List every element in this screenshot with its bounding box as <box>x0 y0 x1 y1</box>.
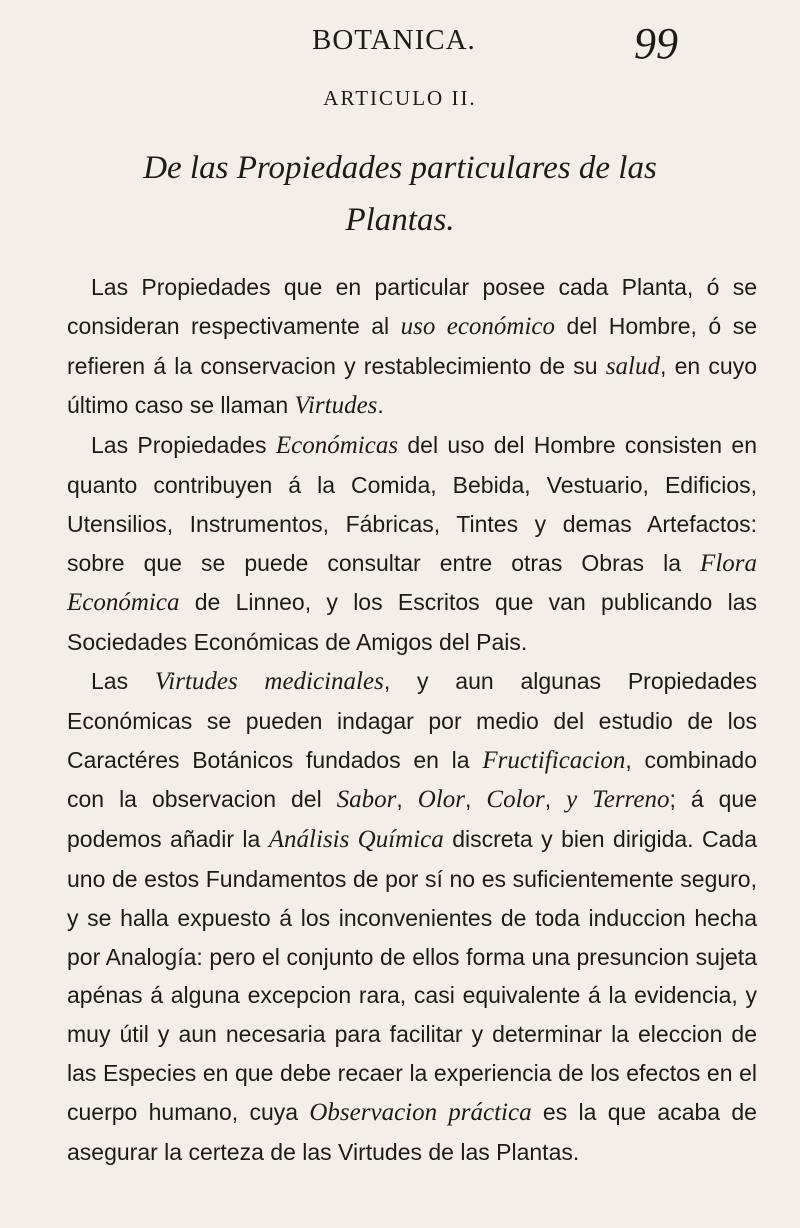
text-run: del uso del Hombre consisten en quanto contribuyen á la Comida, Bebida, Vestuario, Edificios, Utensilios, Instrumentos, Fábricas, Tintes y demas Artefactos: sobre que se puede consultar entre otras Obras la <box>67 432 757 576</box>
text-run: , <box>396 786 418 813</box>
italic-term: Virtudes medicinales <box>154 667 384 695</box>
text-run: . <box>377 392 384 419</box>
text-run: Las <box>91 667 155 694</box>
text-run: de Linneo, y los Escritos que van publicando las Sociedades Económicas de Amigos del Pais. <box>67 589 757 656</box>
text-run: , y aun algunas Propiedades Económicas se pueden indagar por medio del estudio de los Caractéres Botánicos fundados en la <box>67 667 757 773</box>
italic-term: Fructificacion <box>482 746 626 774</box>
italic-term: Flora Económica <box>67 549 757 617</box>
text-run: Las Propiedades que en particular posee cada Planta, ó se consideran respectivamente al <box>67 274 757 339</box>
paragraph <box>67 662 757 1171</box>
article-heading: ARTICULO II. <box>323 86 477 110</box>
text-run: , <box>544 786 567 813</box>
running-title: BOTANICA. <box>312 24 476 56</box>
paragraph <box>67 268 757 426</box>
text-run: , en cuyo último caso se llaman <box>67 352 757 419</box>
italic-term: uso económico <box>400 312 556 340</box>
italic-term: Olor <box>417 786 466 814</box>
running-head <box>0 18 800 68</box>
italic-term: Observacion práctica <box>309 1098 532 1126</box>
italic-term: y Terreno <box>566 786 670 814</box>
page-number: 99 <box>634 19 678 68</box>
section-title-line-1: De las Propiedades particulares de las <box>143 150 657 186</box>
italic-term: Análisis Química <box>268 826 444 854</box>
text-run: Las Propiedades <box>91 432 276 459</box>
section-title-line-2: Plantas. <box>345 202 455 238</box>
italic-term: Sabor <box>336 786 397 814</box>
text-run: ; á que podemos añadir la <box>67 786 757 853</box>
text-run: , <box>465 786 487 813</box>
text-run: , combinado con la observacion del <box>67 746 757 813</box>
text-run: es la que acaba de asegurar la certeza de las Virtudes de las Plantas. <box>67 1098 757 1165</box>
text-run: discreta y bien dirigida. Cada uno de estos Fundamentos de por sí no es suficientemente seguro, y se halla expuesto á los inconvenientes de toda induccion hecha por Analogía: pero el conjunto de ellos forma una presuncion sujeta apénas á alguna excepcion rara, casi equivalente á la evidencia, y muy útil y aun necesaria para facilitar y determinar la eleccion de las Especies en que debe recaer la experiencia de los efectos en el cuerpo humano, cuya <box>67 826 757 1125</box>
italic-term: Virtudes <box>294 392 378 420</box>
paragraph <box>67 426 757 662</box>
italic-term: Económicas <box>275 432 399 460</box>
italic-term: salud <box>605 352 660 380</box>
section-title <box>0 142 800 246</box>
italic-term: Color <box>486 786 545 814</box>
text-run: del Hombre, ó se refieren á la conservacion y restablecimiento de su <box>67 312 757 379</box>
body-text <box>67 268 757 1171</box>
